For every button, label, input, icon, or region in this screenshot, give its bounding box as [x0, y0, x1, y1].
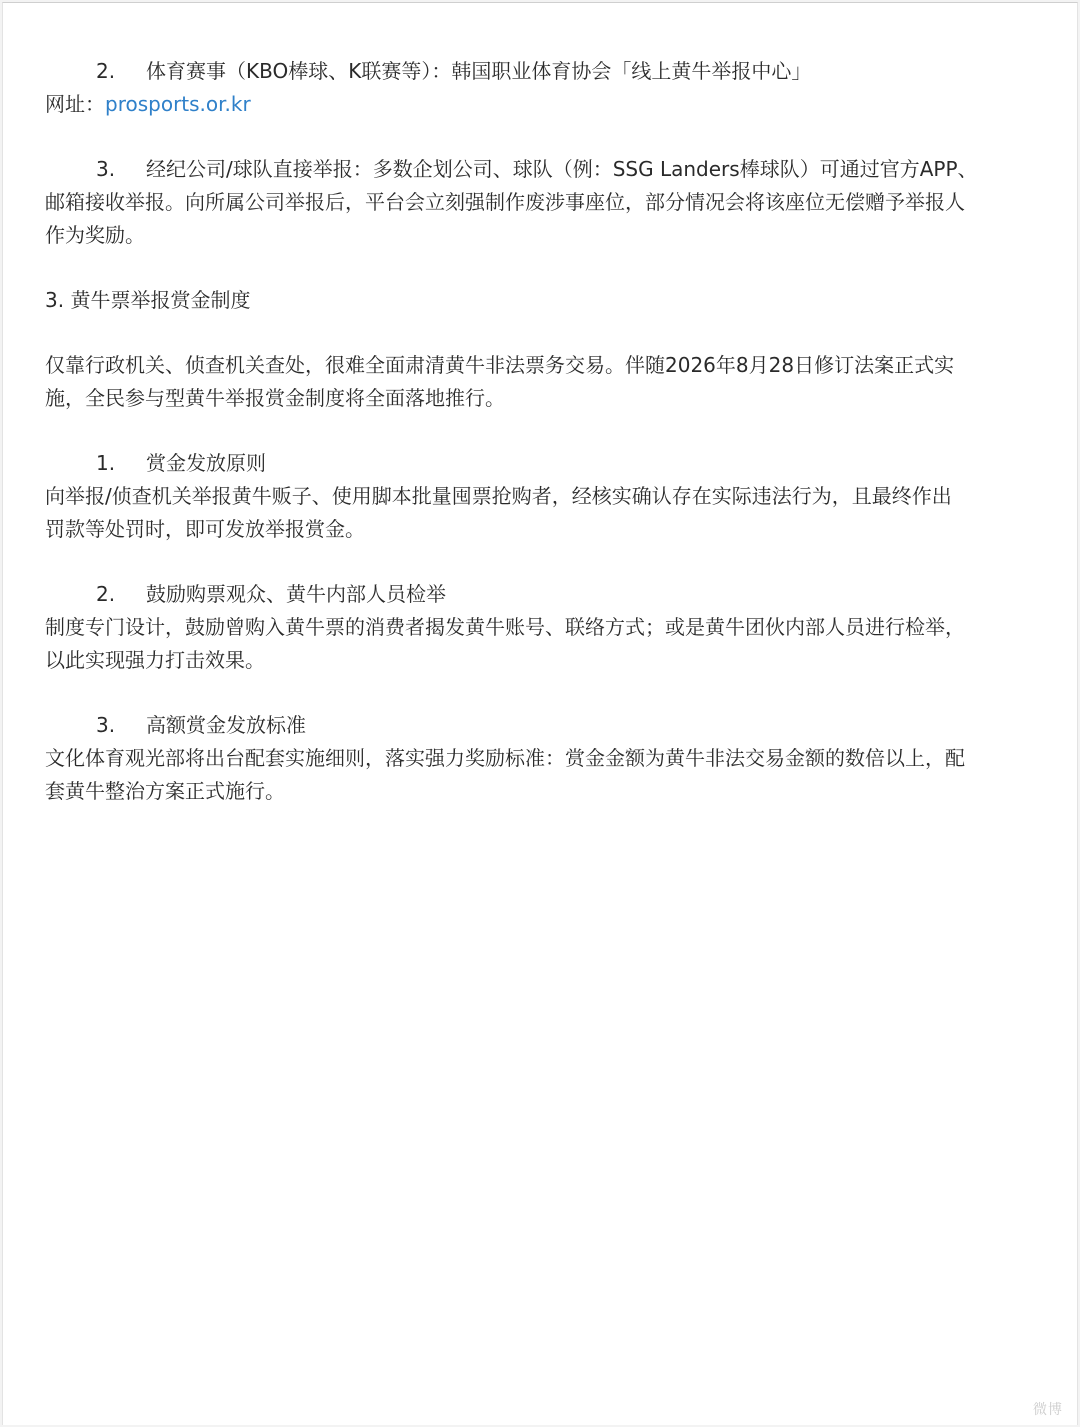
paragraph-line: [45, 153, 1045, 186]
prosports-link[interactable]: prosports.or.kr: [105, 92, 251, 116]
url-line: [45, 88, 1045, 121]
watermark: 微博: [1033, 1402, 1063, 1418]
item-number: 2.: [96, 582, 116, 606]
item-number: 2.: [96, 59, 116, 83]
paragraph-line: 以此实现强力打击效果。: [45, 648, 265, 672]
item-title: 鼓励购票观众、黄牛内部人员检举: [146, 582, 446, 606]
item-title-line: [45, 578, 1045, 611]
item-title: 高额赏金发放标准: [146, 713, 306, 737]
paragraph-line: 向举报/侦查机关举报黄牛贩子、使用脚本批量囤票抢购者，经核实确认存在实际违法行为，且最终作出: [45, 484, 952, 508]
item-title-line: [45, 447, 1045, 480]
paragraph-line: 文化体育观光部将出台配套实施细则，落实强力奖励标准：赏金金额为黄牛非法交易金额的数倍以上，配: [45, 746, 965, 770]
url-label: 网址：: [45, 92, 105, 116]
document-body: [45, 55, 1045, 808]
section-heading-text: 3. 黄牛票举报赏金制度: [45, 288, 251, 312]
document-page: [2, 2, 1078, 1425]
paragraph-line: 作为奖励。: [45, 223, 145, 247]
item-reward-principle: [45, 447, 1045, 546]
paragraph-line: 仅靠行政机关、侦查机关查处，很难全面肃清黄牛非法票务交易。伴随2026年8月28日修订法案正式实: [45, 353, 955, 377]
item-reward-standard: [45, 709, 1045, 808]
item-agency-report: [45, 153, 1045, 252]
paragraph-line: 制度专门设计，鼓励曾购入黄牛票的消费者揭发黄牛账号、联络方式；或是黄牛团伙内部人员进行检举，: [45, 615, 965, 639]
paragraph-line: 套黄牛整治方案正式施行。: [45, 779, 285, 803]
paragraph-line: 施，全民参与型黄牛举报赏金制度将全面落地推行。: [45, 386, 505, 410]
paragraph-line: 邮箱接收举报。向所属公司举报后，平台会立刻强制作废涉事座位，部分情况会将该座位无偿赠予举报人: [45, 190, 965, 214]
section-heading: [45, 284, 1045, 317]
item-title: 体育赛事（KBO棒球、K联赛等）：韩国职业体育协会「线上黄牛举报中心」: [146, 59, 812, 83]
item-number: 1.: [96, 451, 116, 475]
item-number: 3.: [96, 157, 116, 181]
item-sports-events: [45, 55, 1045, 121]
paragraph-text: 经纪公司/球队直接举报：多数企划公司、球队（例：SSG Landers棒球队）可通过官方APP、: [146, 157, 978, 181]
item-title: 赏金发放原则: [146, 451, 266, 475]
item-title-line: [45, 55, 1045, 88]
section-intro: [45, 349, 1045, 415]
item-encourage-report: [45, 578, 1045, 677]
paragraph-line: 罚款等处罚时，即可发放举报赏金。: [45, 517, 365, 541]
item-number: 3.: [96, 713, 116, 737]
item-title-line: [45, 709, 1045, 742]
